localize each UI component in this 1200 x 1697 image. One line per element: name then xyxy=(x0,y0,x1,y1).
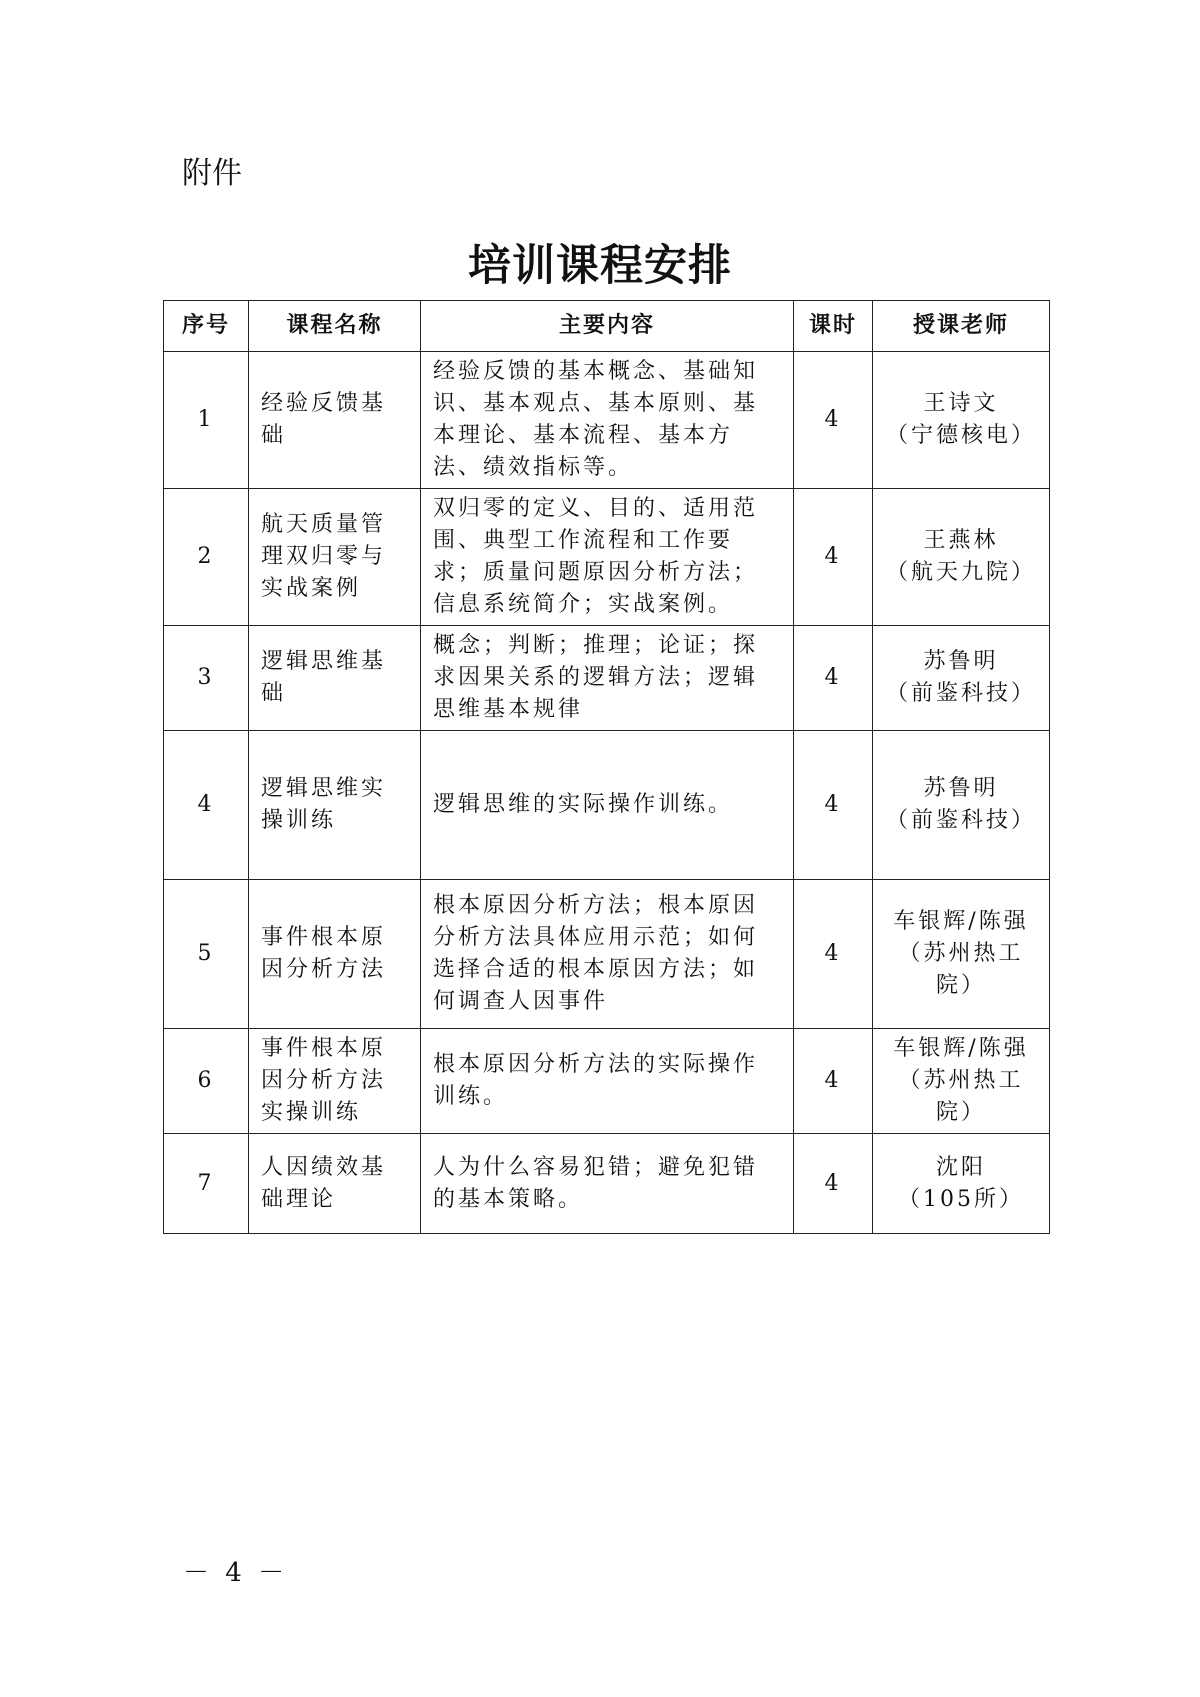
course-content: 人为什么容易犯错；避免犯错的基本策略。 xyxy=(421,1134,794,1234)
teacher-cell xyxy=(873,880,1050,1029)
course-content: 根本原因分析方法的实际操作训练。 xyxy=(421,1029,794,1134)
course-schedule-table xyxy=(163,300,1050,1234)
table-row xyxy=(164,489,1050,626)
teacher-org: （前鉴科技） xyxy=(885,808,1036,833)
row-no: 3 xyxy=(164,626,249,731)
teacher-name: 沈阳 xyxy=(935,1154,986,1180)
course-content: 双归零的定义、目的、适用范围、典型工作流程和工作要求；质量问题原因分析方法；信息系统简介；实战案例。 xyxy=(421,489,794,626)
attachment-label: 附件 xyxy=(182,156,242,191)
header-hours: 课时 xyxy=(794,301,873,352)
teacher-org: （前鉴科技） xyxy=(885,681,1036,706)
teacher-cell xyxy=(873,1134,1050,1234)
course-name: 航天质量管理双归零与实战案例 xyxy=(249,489,421,626)
course-hours: 4 xyxy=(794,352,873,489)
teacher-name: 苏鲁明 xyxy=(923,776,999,801)
table-row xyxy=(164,1134,1050,1234)
teacher-cell xyxy=(873,626,1050,731)
row-no: 2 xyxy=(164,489,249,626)
teacher-cell xyxy=(873,352,1050,489)
course-hours: 4 xyxy=(794,880,873,1029)
row-no: 4 xyxy=(164,731,249,880)
course-name: 事件根本原因分析方法实操训练 xyxy=(249,1029,421,1134)
row-no: 1 xyxy=(164,352,249,489)
header-no: 序号 xyxy=(164,301,249,352)
table-row xyxy=(164,1029,1050,1134)
course-content: 概念；判断；推理；论证；探求因果关系的逻辑方法；逻辑思维基本规律 xyxy=(421,626,794,731)
course-name: 逻辑思维实操训练 xyxy=(249,731,421,880)
header-course-name: 课程名称 xyxy=(249,301,421,352)
teacher-org: （105所） xyxy=(898,1186,1024,1212)
teacher-org: （苏州热工院） xyxy=(898,941,1024,998)
table-row xyxy=(164,626,1050,731)
course-name: 事件根本原因分析方法 xyxy=(249,880,421,1029)
course-hours: 4 xyxy=(794,1134,873,1234)
table-header-row xyxy=(164,301,1050,352)
course-content: 逻辑思维的实际操作训练。 xyxy=(421,731,794,880)
teacher-name: 王诗文 xyxy=(923,391,999,416)
row-no: 7 xyxy=(164,1134,249,1234)
row-no: 5 xyxy=(164,880,249,1029)
teacher-cell xyxy=(873,489,1050,626)
teacher-cell xyxy=(873,731,1050,880)
course-name: 逻辑思维基础 xyxy=(249,626,421,731)
teacher-name: 苏鲁明 xyxy=(923,649,999,674)
table-row xyxy=(164,352,1050,489)
course-hours: 4 xyxy=(794,626,873,731)
course-name: 人因绩效基础理论 xyxy=(249,1134,421,1234)
teacher-name: 王燕林 xyxy=(923,528,999,553)
course-content: 经验反馈的基本概念、基础知识、基本观点、基本原则、基本理论、基本流程、基本方法、绩效指标等。 xyxy=(421,352,794,489)
header-teacher: 授课老师 xyxy=(873,301,1050,352)
header-content: 主要内容 xyxy=(421,301,794,352)
course-hours: 4 xyxy=(794,489,873,626)
teacher-org: （航天九院） xyxy=(885,560,1036,585)
table-row xyxy=(164,731,1050,880)
teacher-name: 车银辉/陈强 xyxy=(893,909,1029,934)
course-content: 根本原因分析方法；根本原因分析方法具体应用示范；如何选择合适的根本原因方法；如何调查人因事件 xyxy=(421,880,794,1029)
teacher-org: （苏州热工院） xyxy=(898,1068,1024,1125)
page-title: 培训课程安排 xyxy=(468,241,732,291)
course-name: 经验反馈基础 xyxy=(249,352,421,489)
page-number: － 4 － xyxy=(183,1558,289,1588)
teacher-cell xyxy=(873,1029,1050,1134)
course-hours: 4 xyxy=(794,731,873,880)
teacher-org: （宁德核电） xyxy=(885,423,1036,448)
course-hours: 4 xyxy=(794,1029,873,1134)
table-row xyxy=(164,880,1050,1029)
row-no: 6 xyxy=(164,1029,249,1134)
teacher-name: 车银辉/陈强 xyxy=(893,1036,1029,1061)
